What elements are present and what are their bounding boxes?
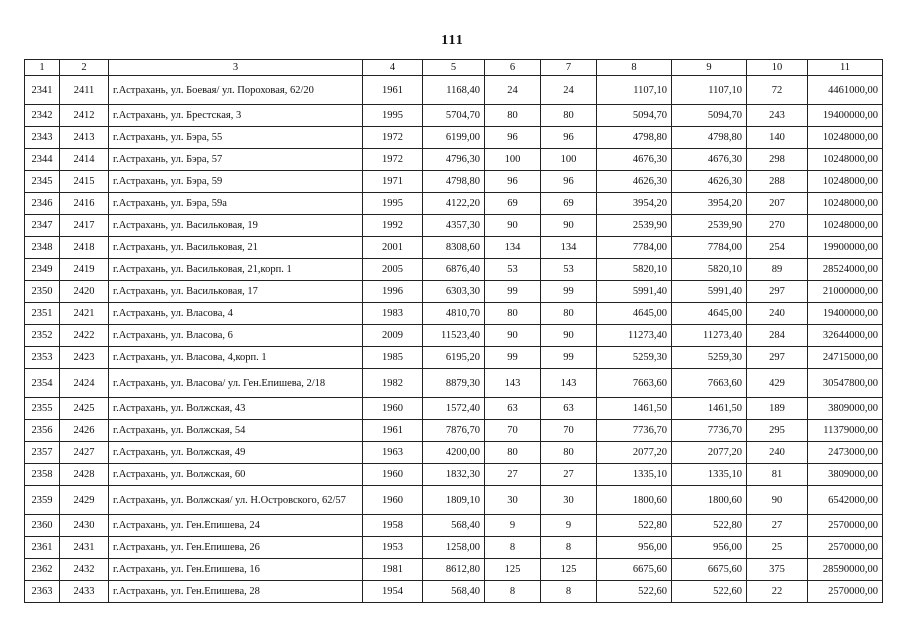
cell-row-number: 2362	[25, 559, 60, 581]
cell-living-area-total: 7784,00	[672, 237, 747, 259]
cell-apartments-count: 90	[485, 325, 541, 347]
cell-row-number: 2360	[25, 515, 60, 537]
cell-year-built: 1992	[363, 215, 423, 237]
cell-apartments-residential: 30	[541, 486, 597, 515]
cell-record-id: 2427	[60, 442, 109, 464]
cell-cost: 19400000,00	[808, 105, 883, 127]
cell-residents-count: 270	[747, 215, 808, 237]
cell-row-number: 2343	[25, 127, 60, 149]
table-row	[25, 303, 883, 325]
cell-row-number: 2355	[25, 398, 60, 420]
cell-apartments-residential: 125	[541, 559, 597, 581]
cell-total-area: 11523,40	[423, 325, 485, 347]
cell-cost: 2570000,00	[808, 537, 883, 559]
cell-year-built: 1954	[363, 581, 423, 603]
cell-residents-count: 22	[747, 581, 808, 603]
cell-record-id: 2418	[60, 237, 109, 259]
cell-living-area: 7663,60	[597, 369, 672, 398]
cell-cost: 2570000,00	[808, 515, 883, 537]
cell-cost: 2473000,00	[808, 442, 883, 464]
cell-total-area: 1832,30	[423, 464, 485, 486]
cell-residents-count: 298	[747, 149, 808, 171]
cell-living-area: 1461,50	[597, 398, 672, 420]
cell-cost: 6542000,00	[808, 486, 883, 515]
cell-record-id: 2423	[60, 347, 109, 369]
column-header-5: 5	[423, 60, 485, 76]
cell-living-area: 1107,10	[597, 76, 672, 105]
cell-total-area: 4200,00	[423, 442, 485, 464]
cell-living-area-total: 7663,60	[672, 369, 747, 398]
cell-year-built: 1960	[363, 398, 423, 420]
cell-address: г.Астрахань, ул. Васильковая, 19	[109, 215, 363, 237]
cell-cost: 3809000,00	[808, 398, 883, 420]
cell-apartments-count: 99	[485, 347, 541, 369]
cell-address: г.Астрахань, ул. Бэра, 57	[109, 149, 363, 171]
cell-address: г.Астрахань, ул. Волжская, 43	[109, 398, 363, 420]
cell-total-area: 4810,70	[423, 303, 485, 325]
cell-apartments-count: 9	[485, 515, 541, 537]
page-number: 111	[441, 33, 464, 48]
cell-row-number: 2349	[25, 259, 60, 281]
cell-total-area: 4122,20	[423, 193, 485, 215]
cell-cost: 19400000,00	[808, 303, 883, 325]
cell-residents-count: 243	[747, 105, 808, 127]
table-row	[25, 420, 883, 442]
cell-living-area: 2077,20	[597, 442, 672, 464]
cell-living-area: 4798,80	[597, 127, 672, 149]
cell-apartments-count: 143	[485, 369, 541, 398]
cell-living-area-total: 11273,40	[672, 325, 747, 347]
cell-living-area: 4645,00	[597, 303, 672, 325]
cell-address: г.Астрахань, ул. Волжская, 49	[109, 442, 363, 464]
cell-record-id: 2429	[60, 486, 109, 515]
cell-residents-count: 295	[747, 420, 808, 442]
cell-living-area: 4676,30	[597, 149, 672, 171]
cell-row-number: 2363	[25, 581, 60, 603]
cell-row-number: 2357	[25, 442, 60, 464]
cell-residents-count: 89	[747, 259, 808, 281]
cell-apartments-count: 8	[485, 581, 541, 603]
cell-apartments-residential: 100	[541, 149, 597, 171]
cell-living-area-total: 4676,30	[672, 149, 747, 171]
cell-year-built: 1972	[363, 127, 423, 149]
table-row	[25, 193, 883, 215]
cell-apartments-residential: 99	[541, 347, 597, 369]
cell-row-number: 2354	[25, 369, 60, 398]
table-row	[25, 127, 883, 149]
cell-total-area: 568,40	[423, 581, 485, 603]
cell-record-id: 2415	[60, 171, 109, 193]
cell-address: г.Астрахань, ул. Волжская, 54	[109, 420, 363, 442]
cell-year-built: 2009	[363, 325, 423, 347]
cell-apartments-residential: 69	[541, 193, 597, 215]
cell-year-built: 1995	[363, 105, 423, 127]
column-header-6: 6	[485, 60, 541, 76]
table-row	[25, 442, 883, 464]
cell-living-area-total: 2077,20	[672, 442, 747, 464]
cell-year-built: 1971	[363, 171, 423, 193]
cell-living-area: 5820,10	[597, 259, 672, 281]
column-header-3: 3	[109, 60, 363, 76]
cell-residents-count: 90	[747, 486, 808, 515]
cell-total-area: 568,40	[423, 515, 485, 537]
cell-total-area: 6876,40	[423, 259, 485, 281]
cell-apartments-count: 80	[485, 303, 541, 325]
cell-record-id: 2422	[60, 325, 109, 347]
cell-year-built: 1961	[363, 420, 423, 442]
cell-row-number: 2352	[25, 325, 60, 347]
cell-apartments-residential: 27	[541, 464, 597, 486]
cell-apartments-count: 53	[485, 259, 541, 281]
cell-living-area-total: 4798,80	[672, 127, 747, 149]
cell-living-area-total: 1107,10	[672, 76, 747, 105]
table-row	[25, 259, 883, 281]
cell-living-area-total: 3954,20	[672, 193, 747, 215]
table-row	[25, 398, 883, 420]
cell-apartments-count: 125	[485, 559, 541, 581]
cell-address: г.Астрахань, ул. Бэра, 59а	[109, 193, 363, 215]
cell-apartments-residential: 96	[541, 171, 597, 193]
table-row	[25, 559, 883, 581]
cell-apartments-residential: 8	[541, 581, 597, 603]
cell-address: г.Астрахань, ул. Власова, 6	[109, 325, 363, 347]
cell-residents-count: 297	[747, 281, 808, 303]
cell-apartments-count: 30	[485, 486, 541, 515]
cell-residents-count: 140	[747, 127, 808, 149]
cell-residents-count: 240	[747, 442, 808, 464]
cell-apartments-count: 134	[485, 237, 541, 259]
table-row	[25, 215, 883, 237]
housing-registry-table	[24, 59, 883, 603]
cell-row-number: 2359	[25, 486, 60, 515]
cell-apartments-count: 63	[485, 398, 541, 420]
cell-total-area: 8612,80	[423, 559, 485, 581]
column-header-2: 2	[60, 60, 109, 76]
cell-apartments-count: 8	[485, 537, 541, 559]
cell-row-number: 2356	[25, 420, 60, 442]
cell-apartments-residential: 53	[541, 259, 597, 281]
cell-year-built: 1960	[363, 464, 423, 486]
cell-living-area: 1335,10	[597, 464, 672, 486]
cell-living-area-total: 5094,70	[672, 105, 747, 127]
cell-cost: 10248000,00	[808, 149, 883, 171]
cell-address: г.Астрахань, ул. Ген.Епишева, 26	[109, 537, 363, 559]
cell-total-area: 6195,20	[423, 347, 485, 369]
cell-living-area: 956,00	[597, 537, 672, 559]
cell-year-built: 1995	[363, 193, 423, 215]
cell-residents-count: 254	[747, 237, 808, 259]
cell-year-built: 2001	[363, 237, 423, 259]
cell-year-built: 2005	[363, 259, 423, 281]
cell-cost: 3809000,00	[808, 464, 883, 486]
cell-row-number: 2342	[25, 105, 60, 127]
cell-residents-count: 429	[747, 369, 808, 398]
cell-address: г.Астрахань, ул. Волжская, 60	[109, 464, 363, 486]
cell-record-id: 2417	[60, 215, 109, 237]
cell-apartments-residential: 80	[541, 303, 597, 325]
cell-living-area: 5094,70	[597, 105, 672, 127]
cell-total-area: 7876,70	[423, 420, 485, 442]
cell-record-id: 2433	[60, 581, 109, 603]
cell-record-id: 2431	[60, 537, 109, 559]
cell-row-number: 2353	[25, 347, 60, 369]
cell-living-area: 11273,40	[597, 325, 672, 347]
table-row	[25, 237, 883, 259]
cell-row-number: 2358	[25, 464, 60, 486]
cell-total-area: 1168,40	[423, 76, 485, 105]
cell-cost: 2570000,00	[808, 581, 883, 603]
cell-record-id: 2426	[60, 420, 109, 442]
cell-living-area-total: 5820,10	[672, 259, 747, 281]
cell-residents-count: 284	[747, 325, 808, 347]
cell-living-area: 522,60	[597, 581, 672, 603]
cell-cost: 30547800,00	[808, 369, 883, 398]
cell-row-number: 2347	[25, 215, 60, 237]
cell-total-area: 4796,30	[423, 149, 485, 171]
cell-row-number: 2361	[25, 537, 60, 559]
cell-living-area: 5259,30	[597, 347, 672, 369]
cell-cost: 32644000,00	[808, 325, 883, 347]
cell-apartments-residential: 96	[541, 127, 597, 149]
cell-total-area: 1809,10	[423, 486, 485, 515]
cell-apartments-residential: 90	[541, 215, 597, 237]
cell-row-number: 2351	[25, 303, 60, 325]
cell-living-area: 6675,60	[597, 559, 672, 581]
table-row	[25, 76, 883, 105]
cell-apartments-count: 27	[485, 464, 541, 486]
column-header-1: 1	[25, 60, 60, 76]
table-row	[25, 369, 883, 398]
cell-apartments-count: 80	[485, 105, 541, 127]
cell-year-built: 1996	[363, 281, 423, 303]
cell-address: г.Астрахань, ул. Васильковая, 21	[109, 237, 363, 259]
cell-residents-count: 81	[747, 464, 808, 486]
cell-address: г.Астрахань, ул. Бэра, 55	[109, 127, 363, 149]
cell-row-number: 2346	[25, 193, 60, 215]
cell-year-built: 1981	[363, 559, 423, 581]
cell-residents-count: 375	[747, 559, 808, 581]
cell-apartments-residential: 80	[541, 105, 597, 127]
cell-address: г.Астрахань, ул. Васильковая, 21,корп. 1	[109, 259, 363, 281]
column-header-4: 4	[363, 60, 423, 76]
column-header-11: 11	[808, 60, 883, 76]
cell-record-id: 2425	[60, 398, 109, 420]
cell-row-number: 2344	[25, 149, 60, 171]
cell-record-id: 2419	[60, 259, 109, 281]
cell-apartments-count: 90	[485, 215, 541, 237]
column-header-7: 7	[541, 60, 597, 76]
cell-address: г.Астрахань, ул. Ген.Епишева, 16	[109, 559, 363, 581]
cell-address: г.Астрахань, ул. Власова/ ул. Ген.Епишева, 2/18	[109, 369, 363, 398]
cell-total-area: 5704,70	[423, 105, 485, 127]
cell-apartments-residential: 143	[541, 369, 597, 398]
cell-total-area: 1258,00	[423, 537, 485, 559]
cell-residents-count: 72	[747, 76, 808, 105]
cell-living-area-total: 522,60	[672, 581, 747, 603]
table-row	[25, 581, 883, 603]
cell-record-id: 2420	[60, 281, 109, 303]
cell-living-area: 2539,90	[597, 215, 672, 237]
table-row	[25, 347, 883, 369]
cell-row-number: 2348	[25, 237, 60, 259]
cell-apartments-residential: 99	[541, 281, 597, 303]
cell-total-area: 4798,80	[423, 171, 485, 193]
cell-record-id: 2414	[60, 149, 109, 171]
table-row	[25, 325, 883, 347]
cell-address: г.Астрахань, ул. Власова, 4	[109, 303, 363, 325]
cell-address: г.Астрахань, ул. Васильковая, 17	[109, 281, 363, 303]
table-row	[25, 464, 883, 486]
cell-residents-count: 27	[747, 515, 808, 537]
cell-total-area: 1572,40	[423, 398, 485, 420]
cell-apartments-residential: 24	[541, 76, 597, 105]
cell-year-built: 1982	[363, 369, 423, 398]
cell-row-number: 2350	[25, 281, 60, 303]
cell-apartments-residential: 90	[541, 325, 597, 347]
cell-apartments-count: 24	[485, 76, 541, 105]
cell-record-id: 2430	[60, 515, 109, 537]
cell-apartments-count: 69	[485, 193, 541, 215]
cell-record-id: 2413	[60, 127, 109, 149]
cell-address: г.Астрахань, ул. Брестская, 3	[109, 105, 363, 127]
cell-cost: 10248000,00	[808, 127, 883, 149]
cell-year-built: 1963	[363, 442, 423, 464]
column-header-10: 10	[747, 60, 808, 76]
cell-living-area: 3954,20	[597, 193, 672, 215]
header-row	[25, 60, 883, 76]
cell-total-area: 4357,30	[423, 215, 485, 237]
cell-record-id: 2428	[60, 464, 109, 486]
cell-apartments-residential: 70	[541, 420, 597, 442]
cell-cost: 10248000,00	[808, 215, 883, 237]
table-row	[25, 149, 883, 171]
cell-cost: 28524000,00	[808, 259, 883, 281]
table-row	[25, 105, 883, 127]
cell-living-area-total: 1335,10	[672, 464, 747, 486]
cell-living-area: 7736,70	[597, 420, 672, 442]
cell-living-area-total: 522,80	[672, 515, 747, 537]
cell-living-area: 1800,60	[597, 486, 672, 515]
cell-residents-count: 189	[747, 398, 808, 420]
cell-total-area: 6199,00	[423, 127, 485, 149]
cell-apartments-count: 99	[485, 281, 541, 303]
table-row	[25, 281, 883, 303]
cell-address: г.Астрахань, ул. Ген.Епишева, 28	[109, 581, 363, 603]
column-header-8: 8	[597, 60, 672, 76]
cell-record-id: 2411	[60, 76, 109, 105]
cell-living-area: 522,80	[597, 515, 672, 537]
cell-cost: 10248000,00	[808, 193, 883, 215]
cell-residents-count: 297	[747, 347, 808, 369]
cell-row-number: 2345	[25, 171, 60, 193]
cell-living-area-total: 7736,70	[672, 420, 747, 442]
table-row	[25, 515, 883, 537]
cell-living-area: 7784,00	[597, 237, 672, 259]
cell-record-id: 2424	[60, 369, 109, 398]
cell-address: г.Астрахань, ул. Бэра, 59	[109, 171, 363, 193]
cell-address: г.Астрахань, ул. Боевая/ ул. Пороховая, 62/20	[109, 76, 363, 105]
cell-residents-count: 207	[747, 193, 808, 215]
table-row	[25, 171, 883, 193]
cell-living-area: 4626,30	[597, 171, 672, 193]
cell-year-built: 1953	[363, 537, 423, 559]
cell-total-area: 8308,60	[423, 237, 485, 259]
cell-year-built: 1983	[363, 303, 423, 325]
cell-cost: 11379000,00	[808, 420, 883, 442]
cell-apartments-count: 70	[485, 420, 541, 442]
cell-apartments-residential: 80	[541, 442, 597, 464]
cell-apartments-residential: 63	[541, 398, 597, 420]
cell-apartments-residential: 9	[541, 515, 597, 537]
cell-year-built: 1972	[363, 149, 423, 171]
cell-living-area-total: 5991,40	[672, 281, 747, 303]
cell-cost: 28590000,00	[808, 559, 883, 581]
cell-cost: 21000000,00	[808, 281, 883, 303]
cell-living-area-total: 4645,00	[672, 303, 747, 325]
cell-cost: 4461000,00	[808, 76, 883, 105]
cell-apartments-count: 80	[485, 442, 541, 464]
cell-residents-count: 25	[747, 537, 808, 559]
cell-record-id: 2412	[60, 105, 109, 127]
cell-cost: 10248000,00	[808, 171, 883, 193]
cell-year-built: 1961	[363, 76, 423, 105]
cell-residents-count: 288	[747, 171, 808, 193]
cell-cost: 24715000,00	[808, 347, 883, 369]
cell-apartments-count: 96	[485, 127, 541, 149]
cell-record-id: 2432	[60, 559, 109, 581]
cell-living-area-total: 4626,30	[672, 171, 747, 193]
cell-total-area: 6303,30	[423, 281, 485, 303]
cell-apartments-count: 100	[485, 149, 541, 171]
cell-apartments-residential: 8	[541, 537, 597, 559]
cell-cost: 19900000,00	[808, 237, 883, 259]
cell-apartments-residential: 134	[541, 237, 597, 259]
cell-living-area-total: 1461,50	[672, 398, 747, 420]
cell-address: г.Астрахань, ул. Волжская/ ул. Н.Островского, 62/57	[109, 486, 363, 515]
cell-address: г.Астрахань, ул. Ген.Епишева, 24	[109, 515, 363, 537]
column-header-9: 9	[672, 60, 747, 76]
cell-year-built: 1985	[363, 347, 423, 369]
cell-total-area: 8879,30	[423, 369, 485, 398]
cell-record-id: 2416	[60, 193, 109, 215]
cell-apartments-count: 96	[485, 171, 541, 193]
cell-year-built: 1960	[363, 486, 423, 515]
table-row	[25, 537, 883, 559]
cell-year-built: 1958	[363, 515, 423, 537]
cell-living-area-total: 956,00	[672, 537, 747, 559]
cell-living-area: 5991,40	[597, 281, 672, 303]
cell-living-area-total: 6675,60	[672, 559, 747, 581]
cell-living-area-total: 1800,60	[672, 486, 747, 515]
cell-living-area-total: 5259,30	[672, 347, 747, 369]
cell-row-number: 2341	[25, 76, 60, 105]
cell-residents-count: 240	[747, 303, 808, 325]
cell-address: г.Астрахань, ул. Власова, 4,корп. 1	[109, 347, 363, 369]
cell-living-area-total: 2539,90	[672, 215, 747, 237]
table-row	[25, 486, 883, 515]
cell-record-id: 2421	[60, 303, 109, 325]
